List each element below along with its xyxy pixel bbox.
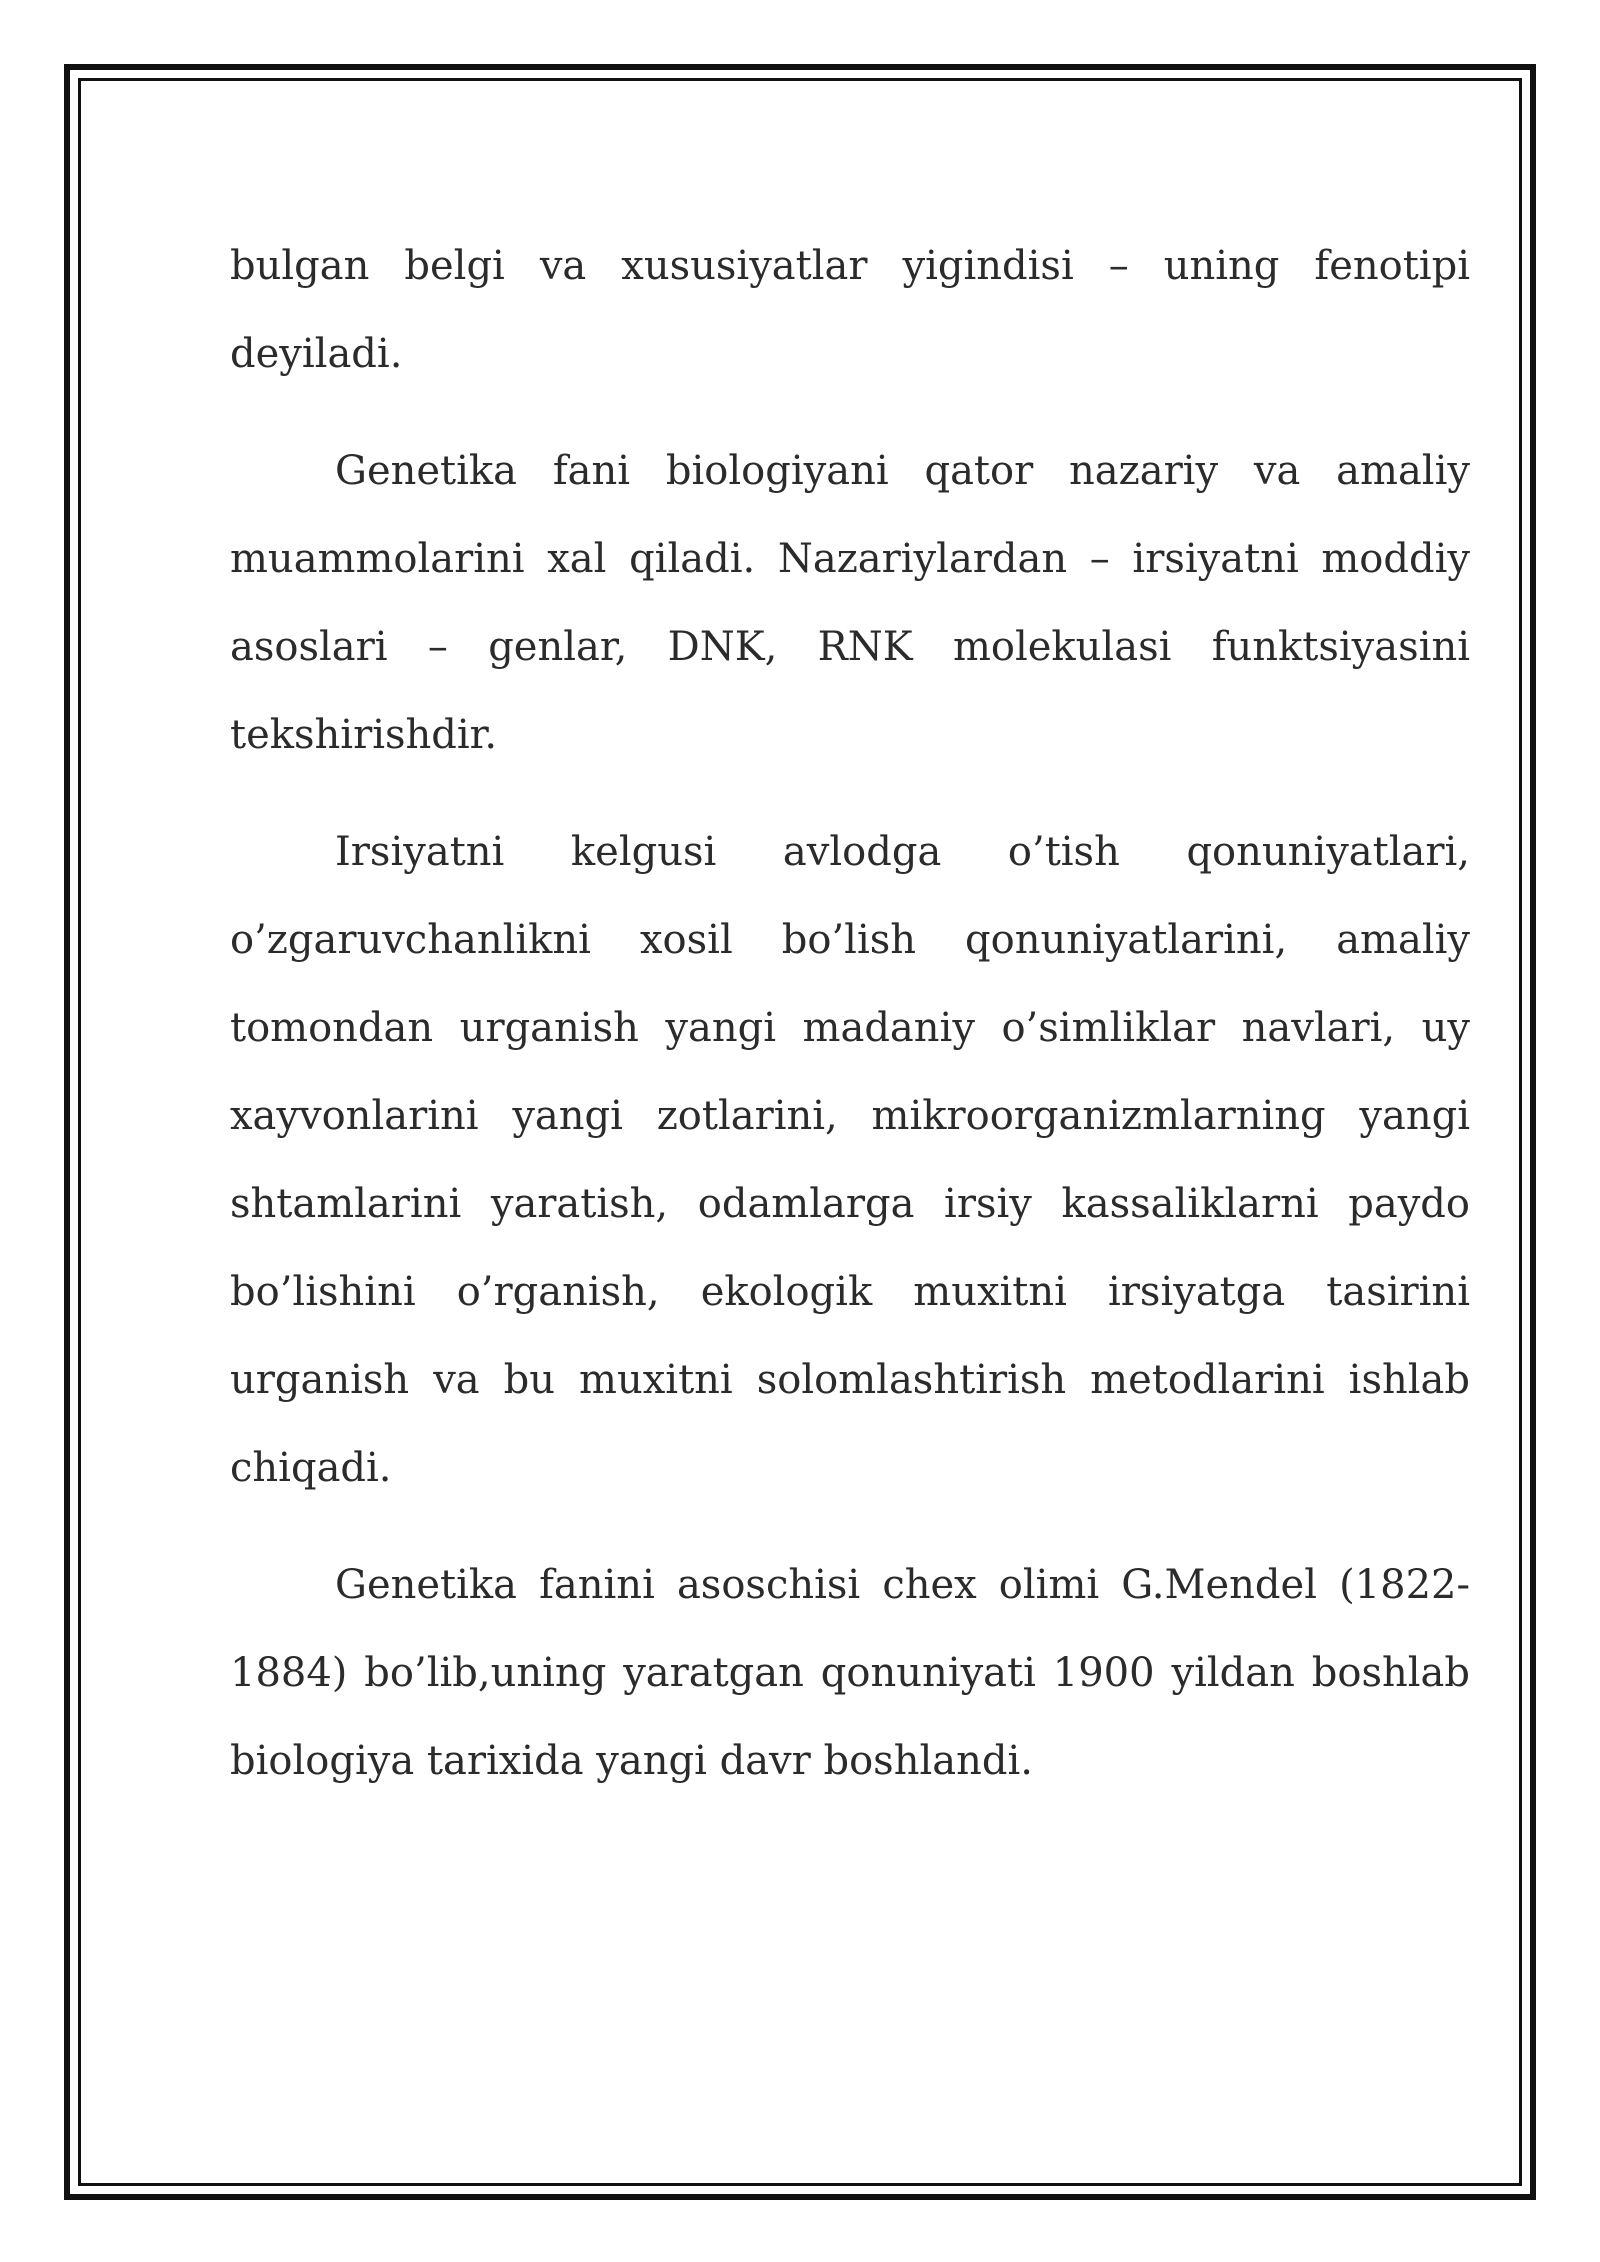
paragraph-genetika-fani: Genetika fani biologiyani qator nazariy va amaliy muammolarini xal qiladi. Nazariylardan – irsiyatni moddiy asoslari – genlar, DNK, RNK molekulasi funktsiyasini tekshirishdir. [230,448,1470,758]
paragraph-irsiyat: Irsiyatni kelgusi avlodga o’tish qonuniyatlari, o’zgaruvchanlikni xosil bo’lish qonuniyatlarini, amaliy tomondan urganish yangi madaniy o’simliklar navlari, uy xayvonlarini yangi zotlarini, mikroorganizmlarning yangi shtamlarini yaratish, odamlarga irsiy kassaliklarni paydo bo’lishini o’rganish, ekologik muxitni irsiyatga tasirini urganish va bu muxitni solomlashtirish metodlarini ishlab chiqadi. [230,829,1470,1491]
paragraph-mendel: Genetika fanini asoschisi chex olimi G.Mendel (1822-1884) bo’lib,uning yaratgan qonuniyati 1900 yildan boshlab biologiya tarixida yangi davr boshlandi. [230,1562,1470,1784]
paragraph-fenotip: bulgan belgi va xususiyatlar yigindisi – uning fenotipi deyiladi. [230,243,1470,377]
page-body [230,222,1470,1834]
